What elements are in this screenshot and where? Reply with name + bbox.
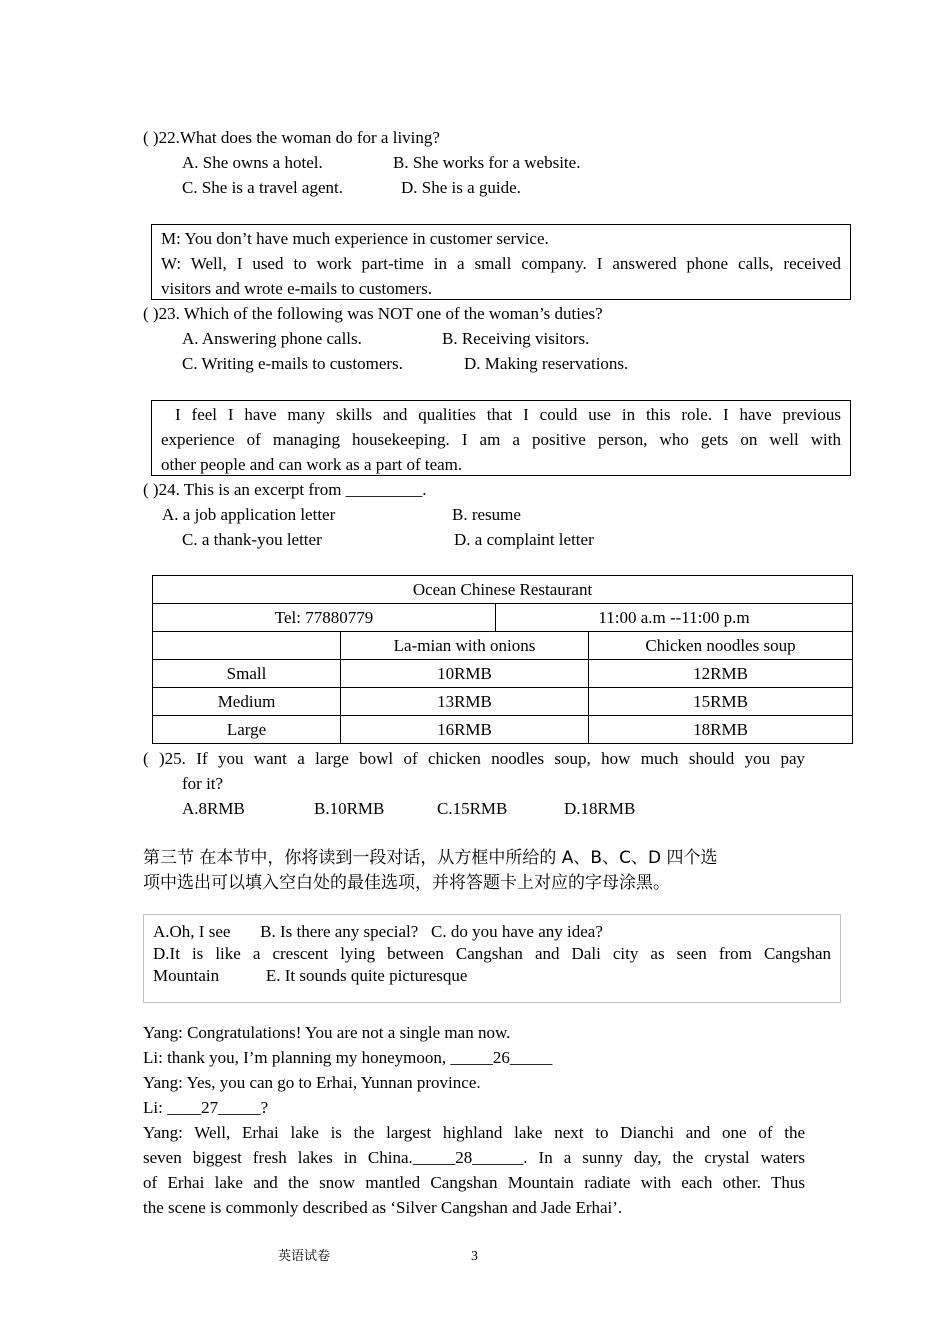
- q25-option-c: C.15RMB: [437, 799, 508, 818]
- q25-question: [143, 746, 805, 771]
- q25-option-b: B.10RMB: [314, 799, 385, 818]
- dialogue-line: Li: ____27_____?: [143, 1098, 269, 1117]
- menu-col-header: La-mian with onions: [341, 632, 589, 660]
- footer-label: 英语试卷: [278, 1249, 331, 1264]
- q22-option-c: C. She is a travel agent.: [182, 178, 343, 197]
- menu-price: 12RMB: [589, 660, 853, 688]
- options-line: A.Oh, I see B. Is there any special? C. do you have any idea?: [153, 922, 603, 941]
- options-line: D.It is like a crescent lying between Cangshan and Dali city as seen from Cangshan: [153, 944, 831, 963]
- menu-price: 10RMB: [341, 660, 589, 688]
- excerpt-line: other people and can work as a part of team.: [161, 455, 463, 474]
- q23-option-b: B. Receiving visitors.: [442, 329, 590, 348]
- q25-question-cont: for it?: [182, 774, 224, 793]
- dialogue-line: M: You don’t have much experience in customer service.: [161, 229, 549, 248]
- q25-option-a: A.8RMB: [182, 799, 245, 818]
- q24-option-c: C. a thank-you letter: [182, 530, 322, 549]
- excerpt-line: I feel I have many skills and qualities that I could use in this role. I have previous: [175, 405, 841, 424]
- menu-price: 15RMB: [589, 688, 853, 716]
- menu-size: Small: [153, 660, 341, 688]
- menu-price: 16RMB: [341, 716, 589, 744]
- dialogue-line: the scene is commonly described as ‘Silver Cangshan and Jade Erhai’.: [143, 1198, 623, 1217]
- q24-excerpt-box: [151, 400, 851, 476]
- menu-tel: Tel: 77880779: [153, 604, 496, 632]
- dialogue-line: Yang: Yes, you can go to Erhai, Yunnan province.: [143, 1073, 481, 1092]
- menu-hours: 11:00 a.m --11:00 p.m: [496, 604, 853, 632]
- q22-option-d: D. She is a guide.: [401, 178, 521, 197]
- dialogue-line: visitors and wrote e-mails to customers.: [161, 279, 433, 298]
- q25-option-d: D.18RMB: [564, 799, 636, 818]
- options-line: Mountain E. It sounds quite picturesque: [153, 966, 468, 985]
- excerpt-line: experience of managing housekeeping. I am a positive person, who gets on well with: [161, 430, 841, 449]
- section3-instruction: 第三节 在本节中，你将读到一段对话，从方框中所给的 A、B、C、D 四个选: [143, 848, 718, 868]
- table-row: [153, 716, 853, 744]
- dialogue-paragraph: [143, 1120, 805, 1220]
- dialogue-line: of Erhai lake and the snow mantled Cangshan Mountain radiate with each other. Thus: [143, 1173, 805, 1192]
- table-row: [153, 688, 853, 716]
- dialogue-line: W: Well, I used to work part-time in a small company. I answered phone calls, received: [161, 254, 841, 273]
- q23-question: ( )23. Which of the following was NOT one of the woman’s duties?: [143, 304, 603, 323]
- table-row: [153, 632, 853, 660]
- q24-option-a: A. a job application letter: [162, 505, 336, 524]
- q23-option-c: C. Writing e-mails to customers.: [182, 354, 403, 373]
- options-box: [143, 914, 841, 1003]
- table-row: [153, 604, 853, 632]
- q23-option-a: A. Answering phone calls.: [182, 329, 362, 348]
- q24-option-d: D. a complaint letter: [454, 530, 594, 549]
- q22-option-a: A. She owns a hotel.: [182, 153, 323, 172]
- section3-instruction: 项中选出可以填入空白处的最佳选项，并将答题卡上对应的字母涂黑。: [143, 873, 670, 893]
- dialogue-line: Yang: Well, Erhai lake is the largest highland lake next to Dianchi and one of the: [143, 1123, 805, 1142]
- menu-price: 18RMB: [589, 716, 853, 744]
- dialogue-line: Yang: Congratulations! You are not a single man now.: [143, 1023, 511, 1042]
- q22-option-b: B. She works for a website.: [393, 153, 581, 172]
- q25-question-line: ( )25. If you want a large bowl of chicken noodles soup, how much should you pay: [143, 749, 805, 768]
- table-row: [153, 660, 853, 688]
- menu-price: 13RMB: [341, 688, 589, 716]
- q22-question: ( )22.What does the woman do for a living?: [143, 128, 440, 147]
- menu-size: Medium: [153, 688, 341, 716]
- table-row: [153, 576, 853, 604]
- page-number: 3: [471, 1249, 478, 1264]
- menu-title: Ocean Chinese Restaurant: [153, 576, 853, 604]
- restaurant-menu-table: [152, 575, 853, 744]
- menu-col-header: Chicken noodles soup: [589, 632, 853, 660]
- q23-dialogue-box: [151, 224, 851, 300]
- dialogue-line: seven biggest fresh lakes in China._____28______. In a sunny day, the crystal waters: [143, 1148, 805, 1167]
- q23-option-d: D. Making reservations.: [464, 354, 629, 373]
- q24-option-b: B. resume: [452, 505, 521, 524]
- dialogue-line: Li: thank you, I’m planning my honeymoon, _____26_____: [143, 1048, 553, 1067]
- menu-size: Large: [153, 716, 341, 744]
- q24-question: ( )24. This is an excerpt from _________.: [143, 480, 427, 499]
- menu-corner-cell: [153, 632, 341, 660]
